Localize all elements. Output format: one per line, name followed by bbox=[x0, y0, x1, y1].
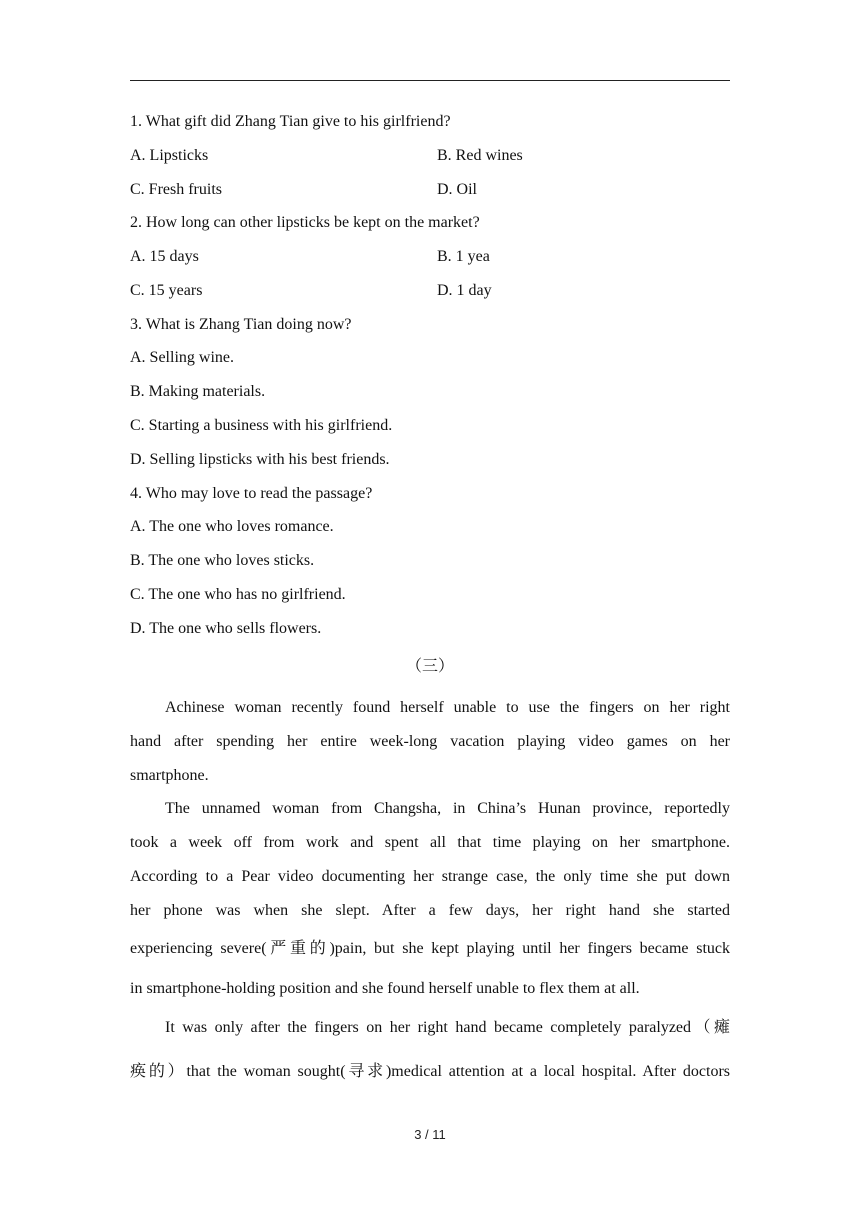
question-2-option-a: A. 15 days bbox=[130, 248, 199, 265]
question-1-option-b: B. Red wines bbox=[437, 147, 523, 164]
passage-line: her phone was when she slept. After a few days, her right hand she started bbox=[130, 902, 730, 919]
passage-line: in smartphone-holding position and she found herself unable to flex them at all. bbox=[130, 980, 640, 997]
question-3-option-a: A. Selling wine. bbox=[130, 349, 234, 366]
passage-line: experiencing severe(严重的)pain, but she kept playing until her fingers became stuck bbox=[130, 940, 730, 957]
question-4-option-c: C. The one who has no girlfriend. bbox=[130, 586, 346, 603]
question-2-option-b: B. 1 yea bbox=[437, 248, 490, 265]
question-2-option-c: C. 15 years bbox=[130, 282, 203, 299]
question-4-option-a: A. The one who loves romance. bbox=[130, 518, 334, 535]
question-4-option-d: D. The one who sells flowers. bbox=[130, 620, 322, 637]
question-4-option-b: B. The one who loves sticks. bbox=[130, 552, 315, 569]
passage-line: The unnamed woman from Changsha, in China’s Hunan province, reportedly bbox=[165, 800, 730, 817]
passage-line: 痪的）that the woman sought(寻求)medical attention at a local hospital. After doctors bbox=[130, 1063, 730, 1080]
section-title: （三） bbox=[405, 658, 454, 675]
passage-line: According to a Pear video documenting her strange case, the only time she put down bbox=[130, 868, 730, 885]
question-3-stem: 3. What is Zhang Tian doing now? bbox=[130, 316, 352, 333]
passage-line: took a week off from work and spent all that time playing on her smartphone. bbox=[130, 834, 730, 851]
question-4-stem: 4. Who may love to read the passage? bbox=[130, 485, 373, 502]
page-number: 3 / 11 bbox=[414, 1127, 446, 1142]
passage-line: hand after spending her entire week-long vacation playing video games on her bbox=[130, 733, 730, 750]
passage-line: Achinese woman recently found herself unable to use the fingers on her right bbox=[165, 699, 730, 716]
question-1-option-a: A. Lipsticks bbox=[130, 147, 209, 164]
question-2-stem: 2. How long can other lipsticks be kept on the market? bbox=[130, 214, 480, 231]
question-1-stem: 1. What gift did Zhang Tian give to his girlfriend? bbox=[130, 113, 451, 130]
question-3-option-d: D. Selling lipsticks with his best friends. bbox=[130, 451, 390, 468]
passage-line: smartphone. bbox=[130, 767, 209, 784]
question-3-option-c: C. Starting a business with his girlfriend. bbox=[130, 417, 393, 434]
passage-line: It was only after the fingers on her right hand became completely paralyzed（瘫 bbox=[165, 1019, 730, 1036]
question-2-option-d: D. 1 day bbox=[437, 282, 492, 299]
header-rule bbox=[130, 80, 730, 81]
question-3-option-b: B. Making materials. bbox=[130, 383, 266, 400]
question-1-option-d: D. Oil bbox=[437, 181, 477, 198]
question-1-option-c: C. Fresh fruits bbox=[130, 181, 222, 198]
